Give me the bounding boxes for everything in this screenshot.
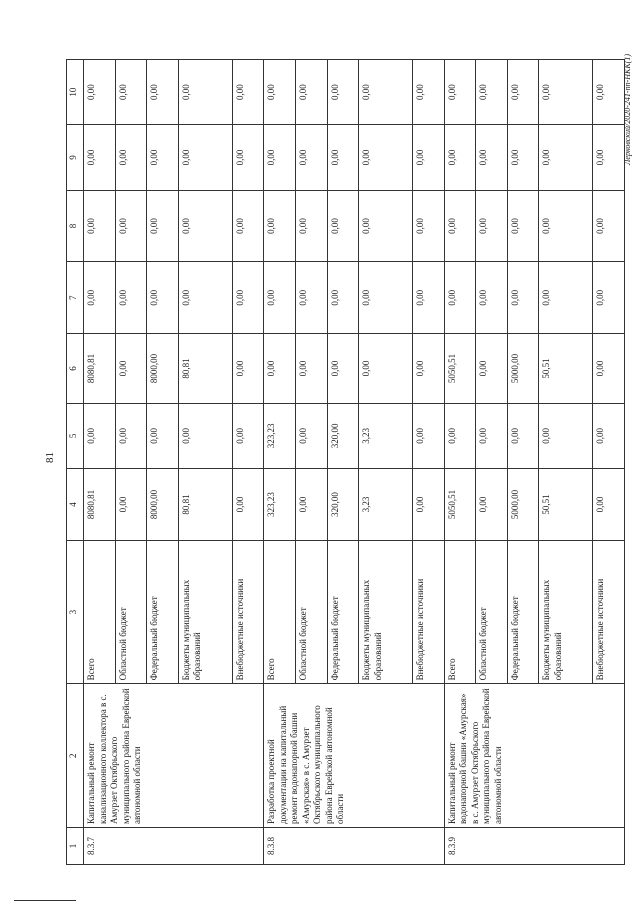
amount-cell: 5000,00: [507, 469, 539, 541]
column-header: 5: [67, 403, 84, 468]
funding-source: Бюджеты муниципальных образований: [539, 540, 593, 684]
amount-cell: 0,00: [147, 125, 179, 190]
amount-cell: 0,00: [84, 60, 116, 125]
funding-source: Внебюджетные источники: [593, 540, 625, 684]
amount-cell: 0,00: [147, 403, 179, 468]
item-title: Разработка проектной документации на капитальный ремонт водонапорной башни «Амурская» в с. Амурзет Октябрьского муниципального района Еврейской автономной области: [264, 684, 444, 828]
amount-cell: 0,00: [178, 125, 232, 190]
table-row: [444, 60, 476, 865]
amount-cell: 0,00: [359, 334, 413, 404]
funding-source: Бюджеты муниципальных образований: [359, 540, 413, 684]
amount-cell: 0,00: [359, 190, 413, 262]
column-header: 9: [67, 125, 84, 190]
amount-cell: 5000,00: [507, 334, 539, 404]
amount-cell: 0,00: [295, 190, 327, 262]
amount-cell: 3,23: [359, 469, 413, 541]
amount-cell: 0,00: [264, 262, 296, 334]
amount-cell: 0,00: [327, 125, 359, 190]
amount-cell: 320,00: [327, 403, 359, 468]
amount-cell: 0,00: [359, 60, 413, 125]
page-number: 81: [44, 452, 56, 463]
amount-cell: 0,00: [295, 262, 327, 334]
amount-cell: 0,00: [295, 60, 327, 125]
amount-cell: 0,00: [412, 190, 444, 262]
amount-cell: 0,00: [232, 190, 264, 262]
amount-cell: 0,00: [476, 262, 508, 334]
funding-source: Внебюджетные источники: [232, 540, 264, 684]
amount-cell: 0,00: [412, 125, 444, 190]
amount-cell: 0,00: [84, 403, 116, 468]
amount-cell: 0,00: [539, 403, 593, 468]
amount-cell: 8000,00: [147, 469, 179, 541]
table-row: [264, 60, 296, 865]
amount-cell: 0,00: [593, 469, 625, 541]
amount-cell: 0,00: [507, 125, 539, 190]
column-header: 7: [67, 262, 84, 334]
amount-cell: 0,00: [115, 403, 147, 468]
amount-cell: 0,00: [412, 262, 444, 334]
amount-cell: 0,00: [593, 125, 625, 190]
amount-cell: 0,00: [327, 60, 359, 125]
amount-cell: 0,00: [593, 60, 625, 125]
column-header: 8: [67, 190, 84, 262]
funding-source: Федеральный бюджет: [147, 540, 179, 684]
funding-source: Областной бюджет: [476, 540, 508, 684]
column-header: 3: [67, 540, 84, 684]
amount-cell: 80,81: [178, 334, 232, 404]
item-code: 8.3.9: [444, 828, 624, 865]
amount-cell: 0,00: [359, 262, 413, 334]
amount-cell: 0,00: [115, 469, 147, 541]
item-title: Капитальный ремонт канализационного коллектора в с. Амурзет Октябрьского муниципального района Еврейской автономной области: [84, 684, 264, 828]
amount-cell: 0,00: [444, 403, 476, 468]
amount-cell: 0,00: [115, 262, 147, 334]
funding-source: Всего: [264, 540, 296, 684]
amount-cell: 0,00: [327, 190, 359, 262]
amount-cell: 0,00: [232, 60, 264, 125]
amount-cell: 0,00: [232, 403, 264, 468]
amount-cell: 0,00: [147, 190, 179, 262]
amount-cell: 0,00: [232, 469, 264, 541]
amount-cell: 0,00: [178, 60, 232, 125]
column-header: 2: [67, 684, 84, 828]
document-code: Лерковский/2020-241-пп-НКК(1): [623, 54, 632, 166]
amount-cell: 0,00: [476, 125, 508, 190]
amount-cell: 0,00: [264, 60, 296, 125]
amount-cell: 0,00: [84, 262, 116, 334]
footer-rule: [14, 900, 76, 901]
amount-cell: 50,51: [539, 334, 593, 404]
amount-cell: 323,23: [264, 469, 296, 541]
budget-table: [66, 59, 625, 865]
amount-cell: 0,00: [593, 334, 625, 404]
funding-source: Внебюджетные источники: [412, 540, 444, 684]
amount-cell: 0,00: [412, 60, 444, 125]
amount-cell: 80,81: [178, 469, 232, 541]
amount-cell: 323,23: [264, 403, 296, 468]
amount-cell: 5050,51: [444, 469, 476, 541]
funding-source: Областной бюджет: [115, 540, 147, 684]
item-code: 8.3.7: [84, 828, 264, 865]
amount-cell: 50,51: [539, 469, 593, 541]
amount-cell: 0,00: [295, 125, 327, 190]
amount-cell: 8080,81: [84, 334, 116, 404]
amount-cell: 0,00: [295, 403, 327, 468]
amount-cell: 0,00: [507, 60, 539, 125]
budget-table-wrapper: [66, 59, 625, 865]
amount-cell: 0,00: [539, 190, 593, 262]
amount-cell: 0,00: [412, 334, 444, 404]
amount-cell: 0,00: [115, 334, 147, 404]
amount-cell: 0,00: [444, 125, 476, 190]
amount-cell: 0,00: [539, 60, 593, 125]
amount-cell: 0,00: [84, 125, 116, 190]
amount-cell: 320,00: [327, 469, 359, 541]
amount-cell: 0,00: [539, 262, 593, 334]
amount-cell: 0,00: [412, 469, 444, 541]
item-title: Капитальный ремонт водонапорной башни «Амурская» в с. Амурзет Октябрьского муниципального района Еврейской автономной области: [444, 684, 624, 828]
column-header: 10: [67, 60, 84, 125]
amount-cell: 8000,00: [147, 334, 179, 404]
amount-cell: 0,00: [295, 469, 327, 541]
amount-cell: 0,00: [327, 334, 359, 404]
amount-cell: 0,00: [476, 334, 508, 404]
amount-cell: 5050,51: [444, 334, 476, 404]
amount-cell: 0,00: [147, 60, 179, 125]
amount-cell: 0,00: [507, 403, 539, 468]
amount-cell: 0,00: [264, 125, 296, 190]
amount-cell: 0,00: [507, 190, 539, 262]
item-code: 8.3.8: [264, 828, 444, 865]
amount-cell: 0,00: [232, 334, 264, 404]
amount-cell: 0,00: [264, 334, 296, 404]
amount-cell: 0,00: [476, 469, 508, 541]
funding-source: Всего: [84, 540, 116, 684]
amount-cell: 0,00: [147, 262, 179, 334]
column-header: 1: [67, 828, 84, 865]
amount-cell: 0,00: [178, 262, 232, 334]
amount-cell: 0,00: [444, 60, 476, 125]
amount-cell: 0,00: [84, 190, 116, 262]
amount-cell: 0,00: [115, 125, 147, 190]
amount-cell: 0,00: [444, 190, 476, 262]
amount-cell: 3,23: [359, 403, 413, 468]
column-header: 4: [67, 469, 84, 541]
header-row: [67, 60, 84, 865]
amount-cell: 0,00: [539, 125, 593, 190]
amount-cell: 0,00: [476, 190, 508, 262]
amount-cell: 0,00: [115, 60, 147, 125]
amount-cell: 0,00: [327, 262, 359, 334]
amount-cell: 0,00: [232, 262, 264, 334]
table-row: [84, 60, 116, 865]
amount-cell: 0,00: [476, 403, 508, 468]
funding-source: Бюджеты муниципальных образований: [178, 540, 232, 684]
funding-source: Областной бюджет: [295, 540, 327, 684]
amount-cell: 0,00: [476, 60, 508, 125]
amount-cell: 0,00: [115, 190, 147, 262]
amount-cell: 0,00: [593, 262, 625, 334]
column-header: 6: [67, 334, 84, 404]
amount-cell: 0,00: [444, 262, 476, 334]
amount-cell: 0,00: [507, 262, 539, 334]
amount-cell: 0,00: [232, 125, 264, 190]
amount-cell: 0,00: [178, 403, 232, 468]
amount-cell: 0,00: [593, 403, 625, 468]
funding-source: Всего: [444, 540, 476, 684]
amount-cell: 8080,81: [84, 469, 116, 541]
funding-source: Федеральный бюджет: [507, 540, 539, 684]
amount-cell: 0,00: [359, 125, 413, 190]
amount-cell: 0,00: [264, 190, 296, 262]
amount-cell: 0,00: [593, 190, 625, 262]
amount-cell: 0,00: [295, 334, 327, 404]
amount-cell: 0,00: [178, 190, 232, 262]
funding-source: Федеральный бюджет: [327, 540, 359, 684]
amount-cell: 0,00: [412, 403, 444, 468]
